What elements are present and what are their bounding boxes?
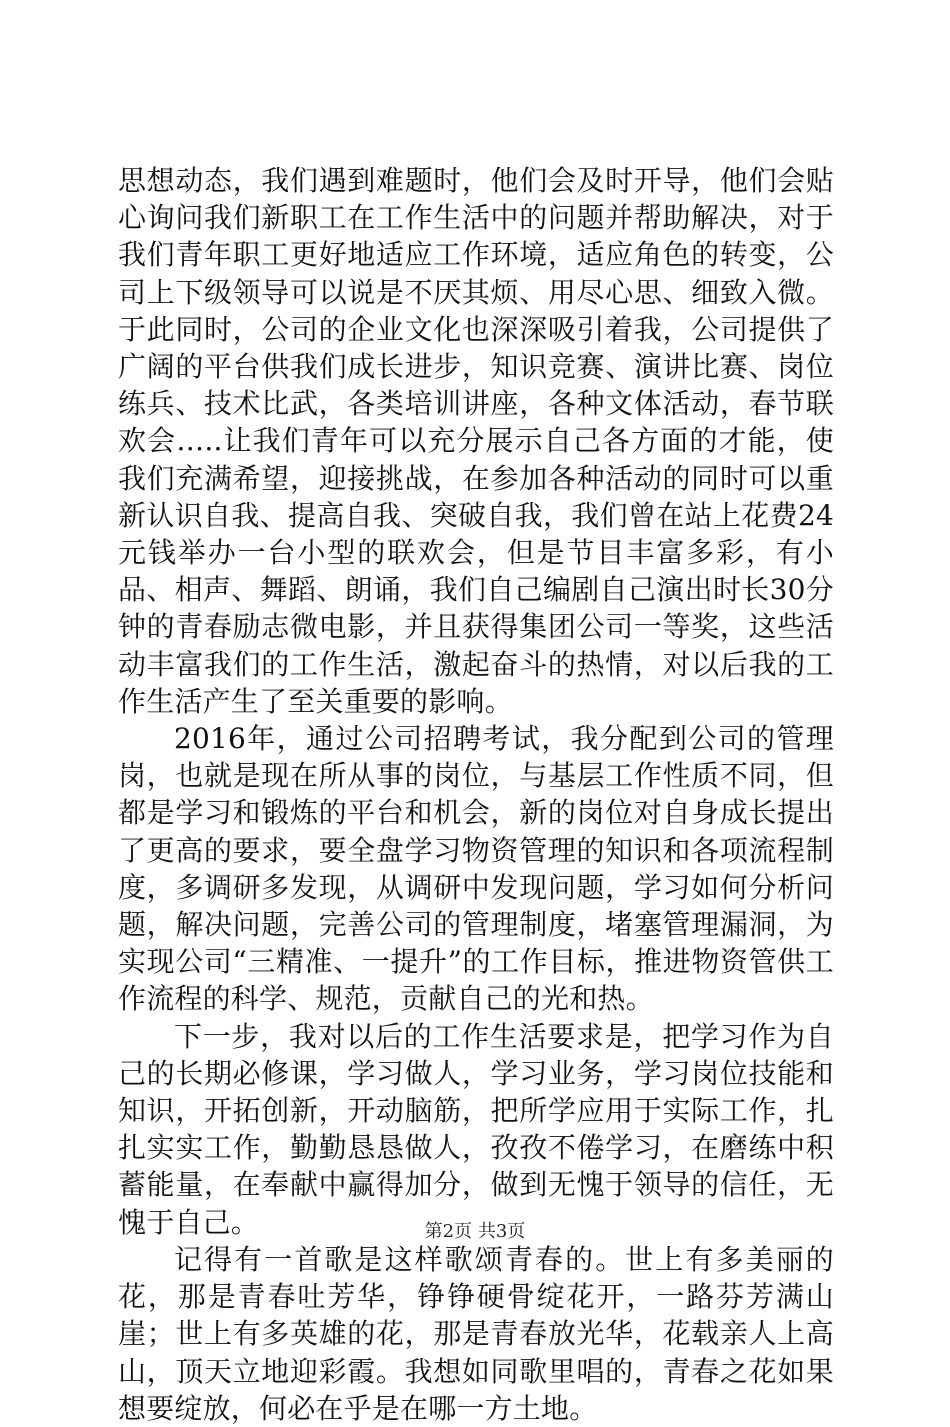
paragraph-continued: 思想动态，我们遇到难题时，他们会及时开导，他们会贴心询问我们新职工在工作生活中的问题并帮助解决，对于我们青年职工更好地适应工作环境，适应角色的转变，公司上下级领导可以说是不厌其烦、用尽心思、细致入微。于此同时，公司的企业文化也深深吸引着我，公司提供了广阔的平台供我们成长进步，知识竞赛、演讲比赛、岗位练兵、技术比武，各类培训讲座，各种文体活动，春节联欢会…..让我们青年可以充分展示自己各方面的才能，使我们充满希望，迎接挑战，在参加各种活动的同时可以重新认识自我、提高自我、突破自我，我们曾在站上花费24元钱举办一台小型的联欢会，但是节目丰富多彩，有小品、相声、舞蹈、朗诵，我们自己编剧自己演出时长30分钟的青春励志微电影，并且获得集团公司一等奖，这些活动丰富我们的工作生活，激起奋斗的热情，对以后我的工作生活产生了至关重要的影响。 [118, 164, 834, 718]
paragraph-next-step: 下一步，我对以后的工作生活要求是，把学习作为自己的长期必修课，学习做人，学习业务，学习岗位技能和知识，开拓创新，开动脑筋，把所学应用于实际工作，扎扎实实工作，勤勤恳恳做人，孜孜不倦学习，在磨练中积蓄能量，在奉献中赢得加分，做到无愧于领导的信任，无愧于自己。 [118, 1019, 834, 1239]
page-number-footer: 第2页 共3页 [424, 1221, 526, 1242]
paragraph-2016-management-post: 2016年，通过公司招聘考试，我分配到公司的管理岗，也就是现在所从事的岗位，与基层工作性质不同，但都是学习和锻炼的平台和机会，新的岗位对自身成长提出了更高的要求，要全盘学习物资管理的知识和各项流程制度，多调研多发现，从调研中发现问题，学习如何分析问题，解决问题，完善公司的管理制度，堵塞管理漏洞，为实现公司“三精准、一提升”的工作目标，推进物资管供工作流程的科学、规范，贡献自己的光和热。 [118, 722, 834, 1016]
paragraph-youth-song: 记得有一首歌是这样歌颂青春的。世上有多美丽的花，那是青春吐芳华，铮铮硬骨绽花开，一路芬芳满山崖；世上有多英雄的花，那是青春放光华，花载亲人上高山，顶天立地迎彩霞。我想如同歌里唱的，青春之花如果想要绽放，何必在乎是在哪一方土地。 [118, 1242, 834, 1425]
